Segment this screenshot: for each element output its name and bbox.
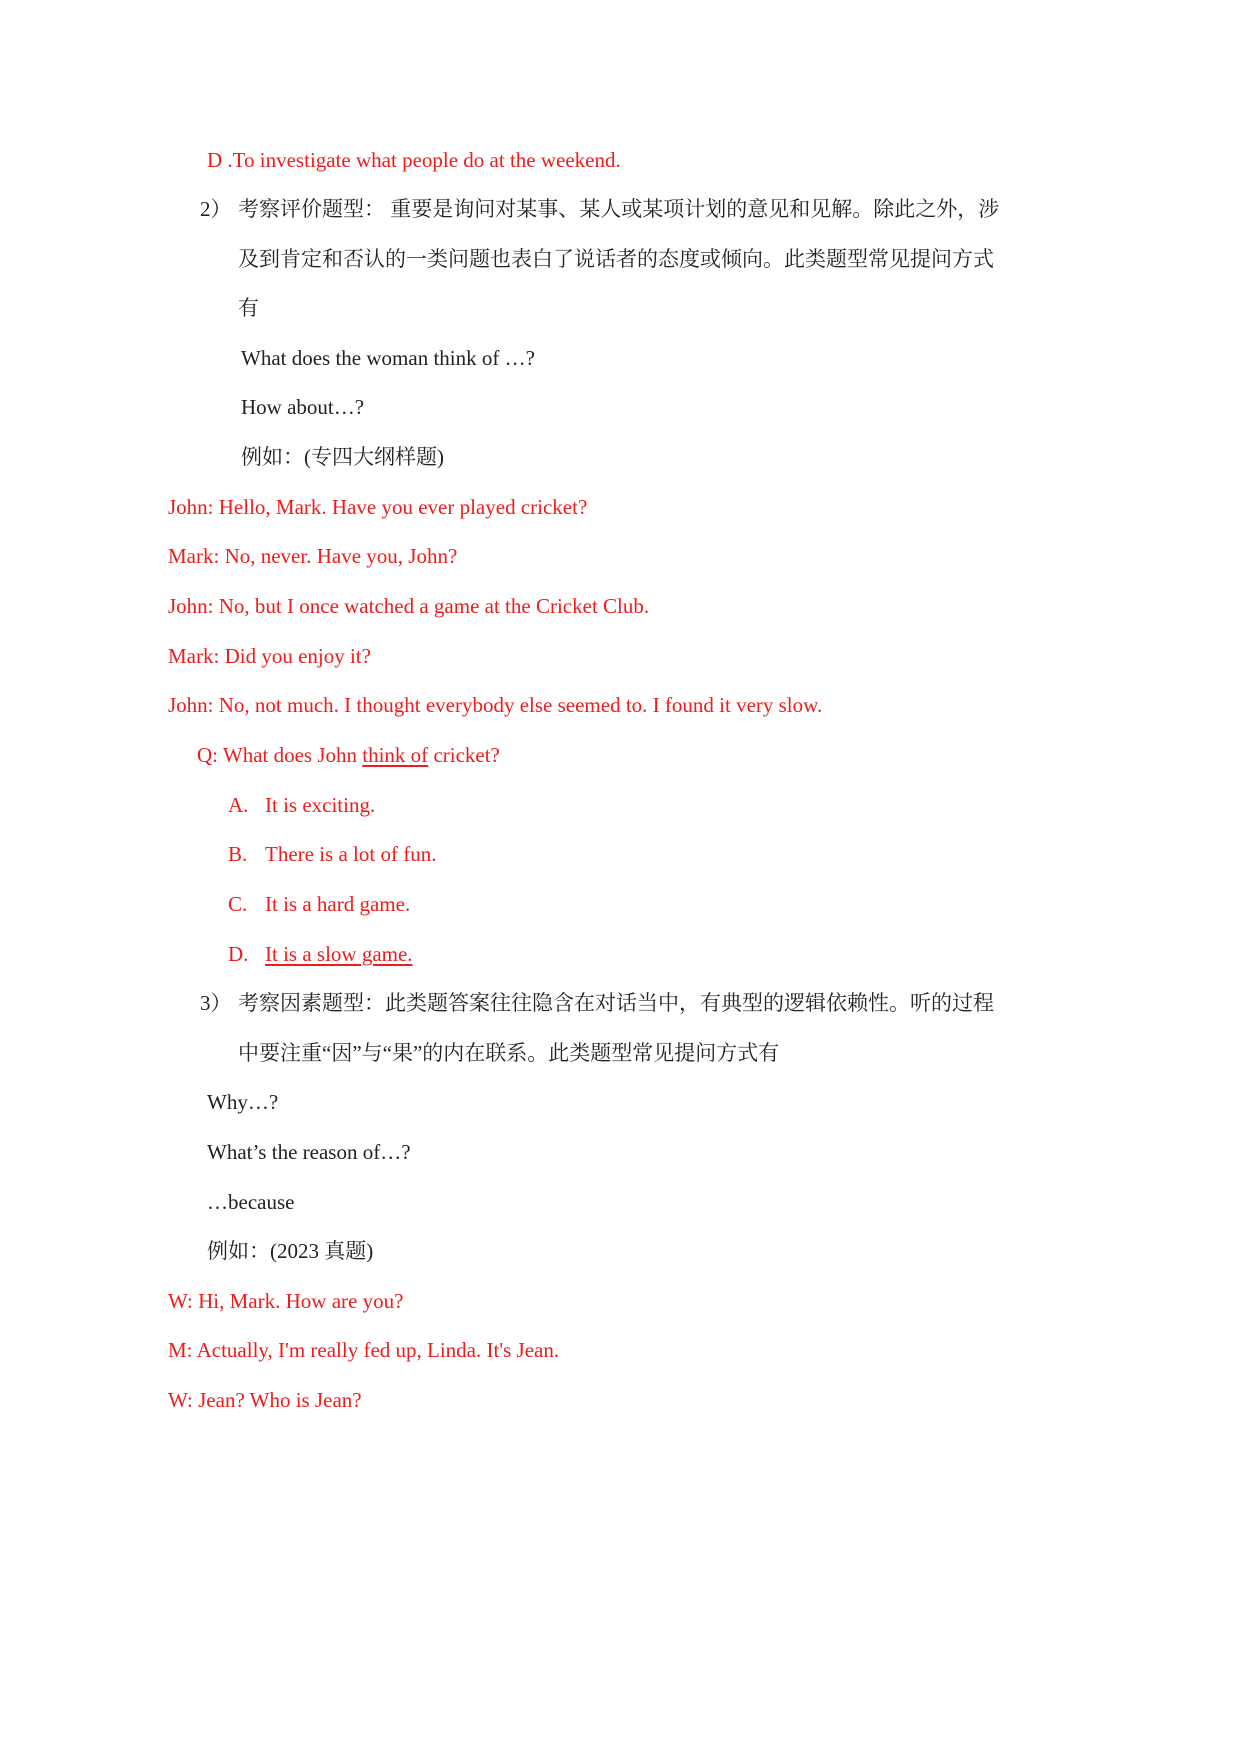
- dialog-1-line-5: John: No, not much. I thought everybody else seemed to. I found it very slow.: [168, 693, 823, 717]
- item-3-question-form-2: What’s the reason of…?: [207, 1140, 411, 1164]
- option-c: [228, 890, 410, 918]
- item-3-line-2: 中要注重“因”与“果”的内在联系。此类题型常见提问方式有: [238, 1041, 780, 1065]
- item-2-example-label: 例如：(专四大纲样题): [241, 445, 444, 469]
- option-d-answer-text: It is a slow game.: [265, 942, 413, 966]
- option-a-text: It is exciting.: [265, 793, 376, 817]
- item-2-line-1: 考察评价题型： 重要是询问对某事、某人或某项计划的意见和见解。除此之外，涉: [238, 197, 1000, 221]
- question-1-pre: Q: What does John: [197, 743, 363, 767]
- option-d-letter: D.: [228, 942, 249, 966]
- item-2-question-form-2: How about…?: [241, 395, 365, 419]
- dialog-2-line-2: M: Actually, I'm really fed up, Linda. It's Jean.: [168, 1338, 560, 1362]
- item-2-line-2: 及到肯定和否认的一类问题也表白了说话者的态度或倾向。此类题型常见提问方式: [238, 247, 994, 271]
- item-2-heading: [200, 195, 999, 223]
- option-b: [228, 840, 436, 868]
- option-a: [228, 791, 375, 819]
- item-2-number: 2）: [200, 197, 232, 221]
- question-1: [197, 741, 500, 769]
- option-b-text: There is a lot of fun.: [265, 842, 437, 866]
- question-1-post: cricket?: [428, 743, 500, 767]
- item-3-question-form-1: Why…?: [207, 1090, 279, 1114]
- item-3-line-1: 考察因素题型：此类题答案往往隐含在对话当中，有典型的逻辑依赖性。听的过程: [238, 991, 994, 1015]
- question-1-underlined: think of: [362, 743, 429, 767]
- option-c-letter: C.: [228, 892, 248, 916]
- dialog-1-line-1: John: Hello, Mark. Have you ever played cricket?: [168, 495, 588, 519]
- dialog-1-line-4: Mark: Did you enjoy it?: [168, 644, 371, 668]
- item-3-heading: [200, 989, 994, 1017]
- dialog-2-line-1: W: Hi, Mark. How are you?: [168, 1289, 404, 1313]
- dialog-1-line-3: John: No, but I once watched a game at the Cricket Club.: [168, 594, 650, 618]
- option-d: [228, 940, 413, 968]
- option-c-text: It is a hard game.: [265, 892, 411, 916]
- dialog-1-line-2: Mark: No, never. Have you, John?: [168, 544, 458, 568]
- item-2-question-form-1: What does the woman think of …?: [241, 346, 535, 370]
- option-a-letter: A.: [228, 793, 249, 817]
- item-3-question-form-3: …because: [207, 1190, 295, 1214]
- item-3-example-label: 例如：(2023 真题): [207, 1239, 374, 1263]
- dialog-2-line-3: W: Jean? Who is Jean?: [168, 1388, 362, 1412]
- item-3-number: 3）: [200, 991, 232, 1015]
- option-d-text: D .To investigate what people do at the weekend.: [207, 148, 621, 172]
- option-b-letter: B.: [228, 842, 248, 866]
- item-2-line-3: 有: [238, 296, 259, 320]
